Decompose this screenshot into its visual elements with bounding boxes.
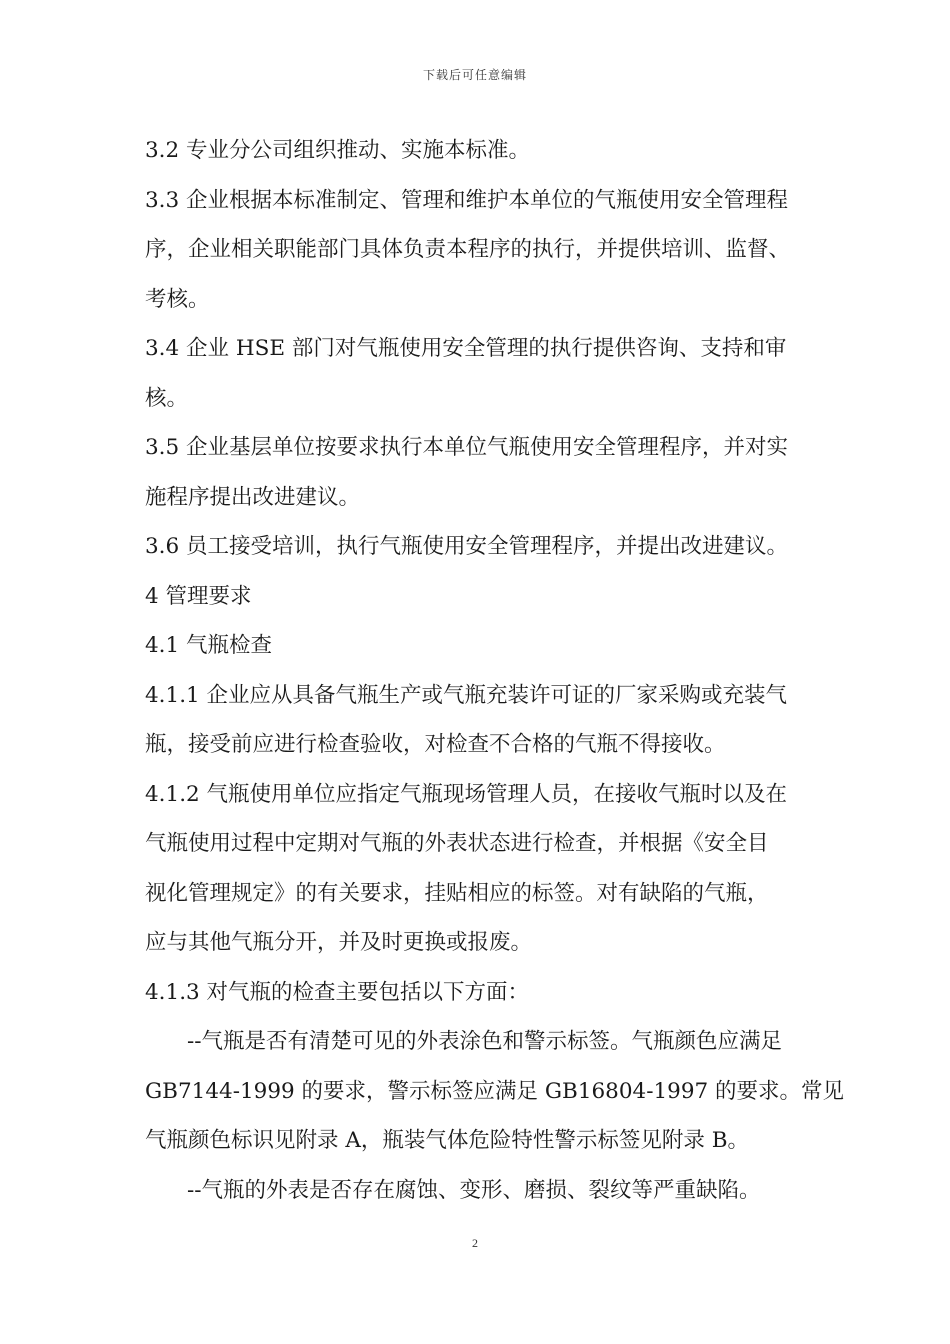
text-line: 4.1.2 气瓶使用单位应指定气瓶现场管理人员，在接收气瓶时以及在 [145,781,788,807]
section-heading: 4 管理要求 [145,583,252,609]
text-line: GB7144-1999 的要求，警示标签应满足 GB16804-1997 的要求。常见 [145,1078,845,1104]
text-line: 3.6 员工接受培训，执行气瓶使用安全管理程序，并提出改进建议。 [145,534,789,559]
text-line: 应与其他气瓶分开，并及时更换或报废。 [145,930,533,955]
page-number: 2 [472,1236,478,1250]
text-line: 核。 [145,385,189,411]
text-line: 4.1.1 企业应从具备气瓶生产或气瓶充装许可证的厂家采购或充装气 [145,682,788,708]
text-line: 气瓶使用过程中定期对气瓶的外表状态进行检查，并根据《安全目 [145,831,769,856]
list-item: --气瓶是否有清楚可见的外表涂色和警示标签。气瓶颜色应满足 [187,1029,783,1054]
text-line: 4.1.3 对气瓶的检查主要包括以下方面： [145,979,530,1005]
text-line: 3.5 企业基层单位按要求执行本单位气瓶使用安全管理程序，并对实 [145,435,789,460]
text-line: 3.4 企业 HSE 部门对气瓶使用安全管理的执行提供咨询、支持和审 [145,336,787,361]
header-note: 下载后可任意编辑 [422,68,527,82]
document-body [145,132,845,1221]
text-line: 3.3 企业根据本标准制定、管理和维护本单位的气瓶使用安全管理程 [145,187,789,213]
subsection-heading: 4.1 气瓶检查 [145,633,273,658]
text-line: 气瓶颜色标识见附录 A，瓶装气体危险特性警示标签见附录 B。 [145,1128,749,1153]
text-line: 考核。 [145,286,210,312]
text-line: 序，企业相关职能部门具体负责本程序的执行，并提供培训、监督、 [145,237,791,262]
text-line: 视化管理规定》的有关要求，挂贴相应的标签。对有缺陷的气瓶， [145,880,769,906]
list-item: --气瓶的外表是否存在腐蚀、变形、磨损、裂纹等严重缺陷。 [187,1177,761,1203]
text-line: 瓶，接受前应进行检查验收，对检查不合格的气瓶不得接收。 [145,732,726,757]
text-line: 3.2 专业分公司组织推动、实施本标准。 [145,138,531,163]
text-line: 施程序提出改进建议。 [145,484,361,510]
